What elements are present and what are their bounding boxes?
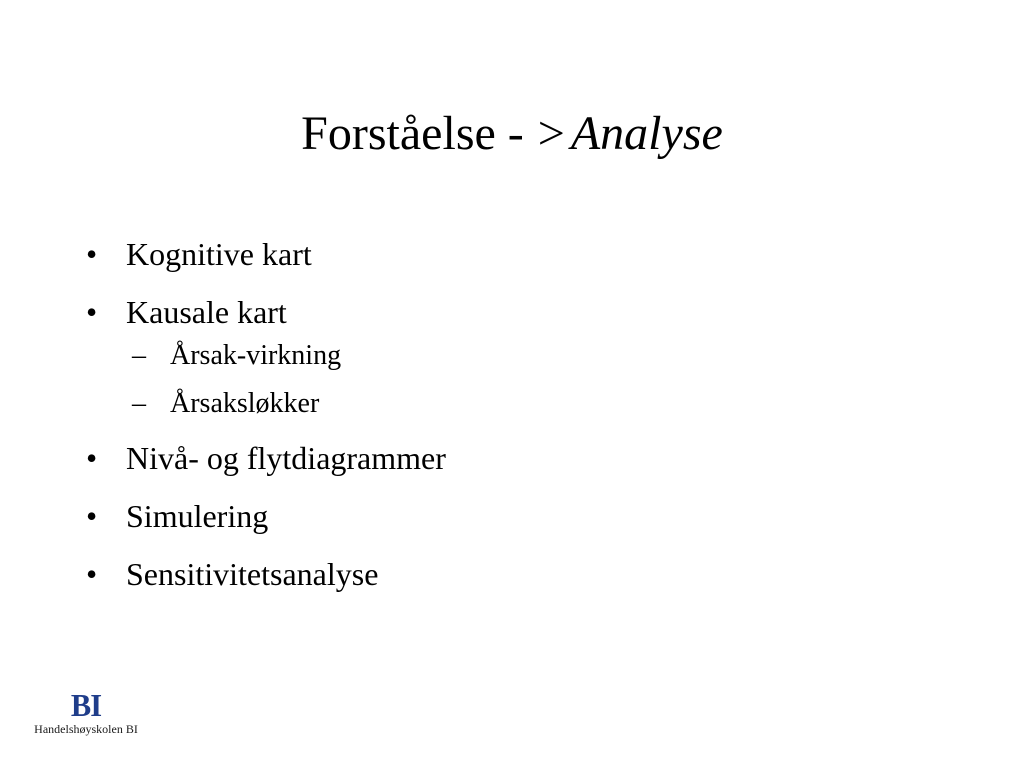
title-arrow: > bbox=[537, 107, 565, 160]
sub-bullet-text: Årsaksløkker bbox=[170, 388, 320, 419]
sub-bullet-text: Årsak-virkning bbox=[170, 340, 342, 371]
bullet-item bbox=[86, 436, 446, 480]
bullet-icon: • bbox=[86, 294, 98, 330]
bullet-item bbox=[86, 290, 446, 422]
logo-mark: BI bbox=[70, 687, 102, 723]
slide-title bbox=[0, 102, 1024, 166]
sub-bullet-list bbox=[126, 338, 446, 422]
bullet-text: Simulering bbox=[126, 498, 269, 534]
sub-bullet-item bbox=[126, 338, 446, 374]
title-prefix: Forståelse - bbox=[301, 107, 524, 160]
bullet-icon: • bbox=[86, 236, 98, 272]
bullet-text: Sensitivitetsanalyse bbox=[126, 556, 379, 592]
bi-logo bbox=[34, 687, 138, 736]
dash-icon: – bbox=[132, 388, 146, 419]
bullet-item bbox=[86, 494, 446, 538]
bullet-list bbox=[86, 232, 446, 610]
sub-bullet-item bbox=[126, 386, 446, 422]
bullet-text: Nivå- og flytdiagrammer bbox=[126, 440, 446, 476]
bullet-item bbox=[86, 552, 446, 596]
bullet-item bbox=[86, 232, 446, 276]
bullet-text: Kausale kart bbox=[126, 294, 287, 330]
bullet-icon: • bbox=[86, 498, 98, 534]
title-emphasis: Analyse bbox=[570, 107, 723, 160]
logo-name: Handelshøyskolen BI bbox=[34, 722, 138, 736]
bullet-icon: • bbox=[86, 440, 98, 476]
bullet-icon: • bbox=[86, 556, 98, 592]
dash-icon: – bbox=[132, 340, 146, 371]
bullet-text: Kognitive kart bbox=[126, 236, 312, 272]
